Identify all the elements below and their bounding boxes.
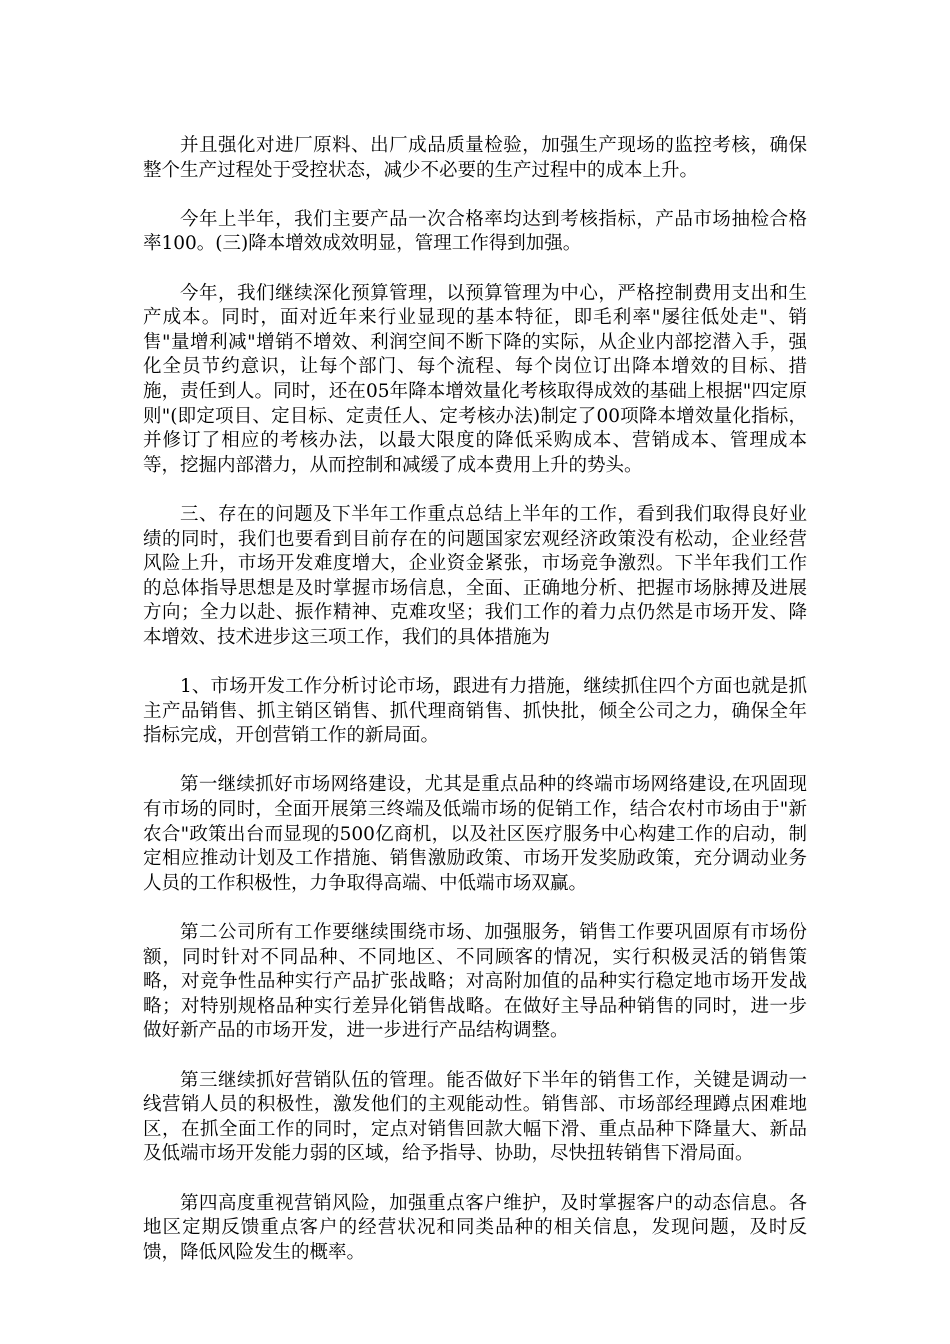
paragraph: 第一继续抓好市场网络建设，尤其是重点品种的终端市场网络建设,在巩固现有市场的同时，全面开展第三终端及低端市场的促销工作，结合农村市场由于"新农合"政策出台而显现的500亿商机，以及社区医疗服务中心构建工作的启动，制定相应推动计划及工作措施、销售激励政策、市场开发奖励政策，充分调动业务人员的工作积极性，力争取得高端、中低端市场双赢。: [143, 774, 807, 894]
document-body: [143, 134, 807, 1290]
paragraph: 今年，我们继续深化预算管理，以预算管理为中心，严格控制费用支出和生产成本。同时，面对近年来行业显现的基本特征，即毛利率"屡往低处走"、销售"量增利减"增销不增效、利润空间不断下降的实际，从企业内部挖潜入手，强化全员节约意识，让每个部门、每个流程、每个岗位订出降本增效的目标、措施，责任到人。同时，还在05年降本增效量化考核取得成效的基础上根据"四定原则"(即定项目、定目标、定责任人、定考核办法)制定了00项降本增效量化指标，并修订了相应的考核办法，以最大限度的降低采购成本、营销成本、管理成本等，挖掘内部潜力，从而控制和减缓了成本费用上升的势头。: [143, 282, 807, 476]
paragraph: 三、存在的问题及下半年工作重点总结上半年的工作，看到我们取得良好业绩的同时，我们也要看到目前存在的问题国家宏观经济政策没有松动，企业经营风险上升，市场开发难度增大，企业资金紧张，市场竞争激烈。下半年我们工作的总体指导思想是及时掌握市场信息，全面、正确地分析、把握市场脉搏及进展方向；全力以赴、振作精神、克难攻坚；我们工作的着力点仍然是市场开发、降本增效、技术进步这三项工作，我们的具体措施为: [143, 503, 807, 648]
paragraph: 第二公司所有工作要继续围绕市场、加强服务，销售工作要巩固原有市场份额，同时针对不同品种、不同地区、不同顾客的情况，实行积极灵活的销售策略，对竞争性品种实行产品扩张战略；对高附加值的品种实行稳定地市场开发战略；对特别规格品种实行差异化销售战略。在做好主导品种销售的同时，进一步做好新产品的市场开发，进一步进行产品结构调整。: [143, 922, 807, 1042]
paragraph: 今年上半年，我们主要产品一次合格率均达到考核指标，产品市场抽检合格率100。(三)降本增效成效明显，管理工作得到加强。: [143, 208, 807, 255]
paragraph: 第三继续抓好营销队伍的管理。能否做好下半年的销售工作，关键是调动一线营销人员的积极性，激发他们的主观能动性。销售部、市场部经理蹲点困难地区，在抓全面工作的同时，定点对销售回款大幅下滑、重点品种下降量大、新品及低端市场开发能力弱的区域，给予指导、协助，尽快扭转销售下滑局面。: [143, 1069, 807, 1165]
paragraph: 1、市场开发工作分析讨论市场，跟进有力措施，继续抓住四个方面也就是抓主产品销售、抓主销区销售、抓代理商销售、抓快批，倾全公司之力，确保全年指标完成，开创营销工作的新局面。: [143, 676, 807, 747]
paragraph: 第四高度重视营销风险，加强重点客户维护，及时掌握客户的动态信息。各地区定期反馈重点客户的经营状况和同类品种的相关信息，发现问题，及时反馈，降低风险发生的概率。: [143, 1192, 807, 1263]
paragraph: 并且强化对进厂原料、出厂成品质量检验，加强生产现场的监控考核，确保整个生产过程处于受控状态，减少不必要的生产过程中的成本上升。: [143, 135, 807, 181]
